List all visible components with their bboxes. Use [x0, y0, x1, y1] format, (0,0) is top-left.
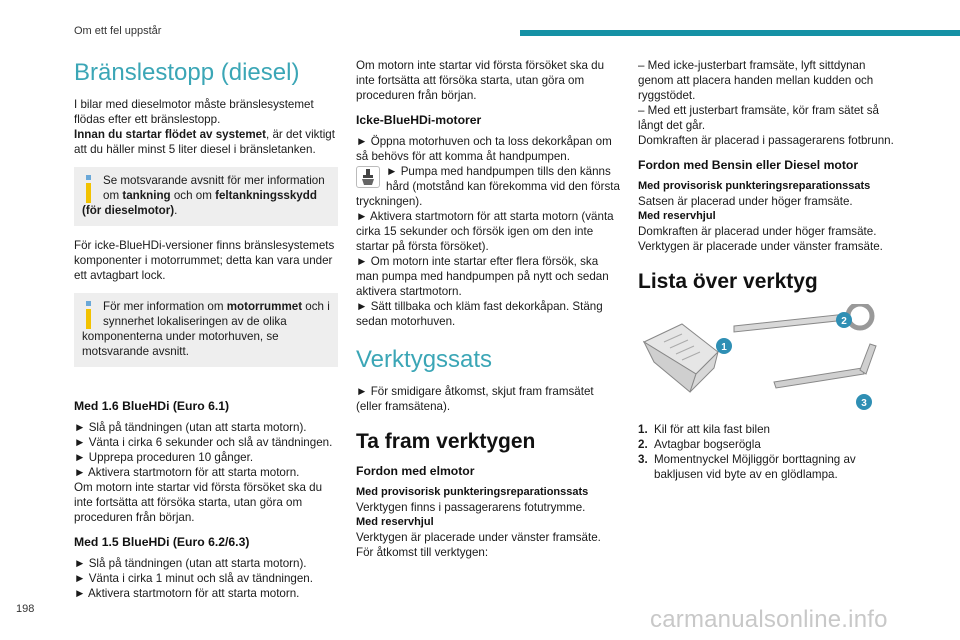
title-take-out-tools: Ta fram verktygen	[356, 430, 536, 453]
electric-heading-repair-kit: Med provisorisk punkteringsreparationssats	[356, 486, 589, 498]
torque-wrench-drawing	[774, 344, 876, 388]
nb-step-2-text: ► Pumpa med handpumpen tills den känns hård (motstånd kan förekomma vid den första tryckningen).	[356, 165, 620, 208]
euro61-step-4: ► Aktivera startmotorn för att starta motorn.	[74, 466, 300, 479]
tool-item-2	[638, 437, 902, 452]
euro61-step-3: ► Upprepa proceduren 10 gånger.	[74, 451, 254, 464]
tool-item-3	[638, 452, 902, 482]
callout-3-label: 3	[861, 398, 867, 409]
electric-heading-spare-wheel: Med reservhjul	[356, 516, 434, 528]
fuel-tools-location: Verktygen är placerade under vänster framsäte.	[638, 240, 883, 253]
title-fuel-stop: Bränslestopp (diesel)	[74, 59, 300, 86]
euro61-step-2: ► Vänta i cirka 6 sekunder och slå av tändningen.	[74, 436, 333, 449]
info-box-refuelling	[74, 167, 338, 226]
tool-1-text: Kil för att kila fast bilen	[654, 423, 770, 436]
nb-step-4: ► Om motorn inte startar efter flera försök, ska man pumpa med handpumpen på nytt och sedan aktivera startmotorn.	[356, 255, 609, 298]
info1-text-c: och om	[170, 189, 216, 202]
seat-note-3: Domkraften är placerad i passagerarens fotbrunn.	[638, 134, 894, 147]
non-bluehdi-paragraph: För icke-BlueHDi-versioner finns bränslesystemets komponenter i motorrummet; detta kan vara under ett avtagbart lock.	[74, 239, 335, 282]
info1-text-d: feltankningsskydd (för dieselmotor)	[82, 189, 317, 217]
seat-note-2: – Med ett justerbart framsäte, kör fram sätet så långt det går.	[638, 104, 879, 132]
seat-note-1: – Med icke-justerbart framsäte, lyft sittdynan genom att placera handen mellan kudden och ryggstödet.	[638, 59, 874, 102]
intro-bold: Innan du startar flödet av systemet	[74, 128, 266, 141]
heading-petrol-diesel: Fordon med Bensin eller Diesel motor	[638, 158, 859, 172]
info-icon	[82, 175, 95, 203]
euro62-step-1: ► Slå på tändningen (utan att starta motorn).	[74, 557, 307, 570]
title-tool-kit: Verktygssats	[356, 346, 493, 373]
heading-euro61: Med 1.6 BlueHDi (Euro 6.1)	[74, 399, 230, 413]
header-accent-bar	[520, 30, 960, 36]
tool-2-number: 2.	[638, 438, 648, 451]
fuel-heading-repair-kit: Med provisorisk punkteringsreparationssats	[638, 180, 871, 192]
nb-step-5: ► Sätt tillbaka och kläm fast dekorkåpan. Stäng sedan motorhuven.	[356, 300, 603, 328]
nb-step-2	[356, 164, 620, 209]
tool-3-number: 3.	[638, 453, 648, 466]
info1-text-e: .	[174, 204, 178, 217]
intro-paragraph	[74, 97, 338, 157]
intro-text-1: I bilar med dieselmotor måste bränslesystemet flödas efter ett bränslestopp.	[74, 98, 314, 126]
column-2	[356, 58, 620, 560]
title-tool-list: Lista över verktyg	[638, 270, 818, 293]
callout-2-label: 2	[841, 316, 847, 327]
electric-access-tools: För åtkomst till verktygen:	[356, 546, 489, 559]
kit-step-1: ► För smidigare åtkomst, skjut fram framsätet (eller framsätena).	[356, 385, 594, 413]
electric-repair-kit-location: Verktygen finns i passagerarens fotutrymme.	[356, 501, 586, 514]
heading-electric: Fordon med elmotor	[356, 464, 475, 478]
heading-non-bluehdi: Icke-BlueHDi-motorer	[356, 113, 482, 127]
restart-paragraph: Om motorn inte startar vid första försöket ska du inte fortsätta att försöka starta, utan göra om proceduren från början.	[356, 59, 605, 102]
intro-text-2: , är det viktigt att du häller minst 5 liter diesel i bränsletanken.	[74, 128, 335, 156]
tool-3-text: Momentnyckel Möjliggör borttagning av bakljusen vid byte av en glödlampa.	[654, 453, 856, 481]
info-box-engine-bay	[74, 293, 338, 367]
fuel-jack-location: Domkraften är placerad under höger framsäte.	[638, 225, 877, 238]
tool-item-1	[638, 422, 902, 437]
column-1	[74, 52, 338, 601]
nb-step-3: ► Aktivera startmotorn för att starta motorn (vänta cirka 15 sekunder och försök igen om den inte startar på första försöket).	[356, 210, 614, 253]
hand-pump-icon	[356, 166, 380, 188]
tool-2-text: Avtagbar bogserögla	[654, 438, 761, 451]
header-section-label: Om ett fel uppstår	[74, 25, 162, 37]
info2-text-a: För mer information om	[103, 300, 227, 313]
tool-list	[638, 422, 902, 482]
callout-1-label: 1	[721, 342, 727, 353]
info2-text-b: motorrummet	[226, 300, 303, 313]
page-number: 198	[16, 603, 35, 615]
euro62-step-2: ► Vänta i cirka 1 minut och slå av tändningen.	[74, 572, 313, 585]
info1-text-b: tankning	[122, 189, 171, 202]
euro62-step-3: ► Aktivera startmotorn för att starta motorn.	[74, 587, 300, 600]
watermark: carmanualsonline.info	[650, 606, 888, 633]
fuel-heading-spare-wheel: Med reservhjul	[638, 210, 716, 222]
euro61-note: Om motorn inte startar vid första försöket ska du inte fortsätta att försöka starta, utan göra om proceduren från början.	[74, 481, 323, 524]
info2-text-c: och i synnerhet lokaliseringen av de olika komponenterna under motorhuven, se motsvarande avsnitt.	[82, 300, 330, 358]
euro61-step-1: ► Slå på tändningen (utan att starta motorn).	[74, 421, 307, 434]
electric-spare-wheel-location: Verktygen är placerade under vänster framsäte.	[356, 531, 601, 544]
tools-illustration	[638, 304, 902, 414]
info1-text-a: Se motsvarande avsnitt för mer information om	[103, 174, 325, 202]
wheel-chock-drawing	[644, 324, 718, 392]
info-icon	[82, 301, 95, 329]
fuel-repair-kit-location: Satsen är placerad under höger framsäte.	[638, 195, 853, 208]
heading-euro62: Med 1.5 BlueHDi (Euro 6.2/6.3)	[74, 535, 250, 549]
nb-step-1: ► Öppna motorhuven och ta loss dekorkåpan om så behövs för att komma åt handpumpen.	[356, 135, 612, 163]
tool-1-number: 1.	[638, 423, 648, 436]
column-3	[638, 58, 902, 482]
